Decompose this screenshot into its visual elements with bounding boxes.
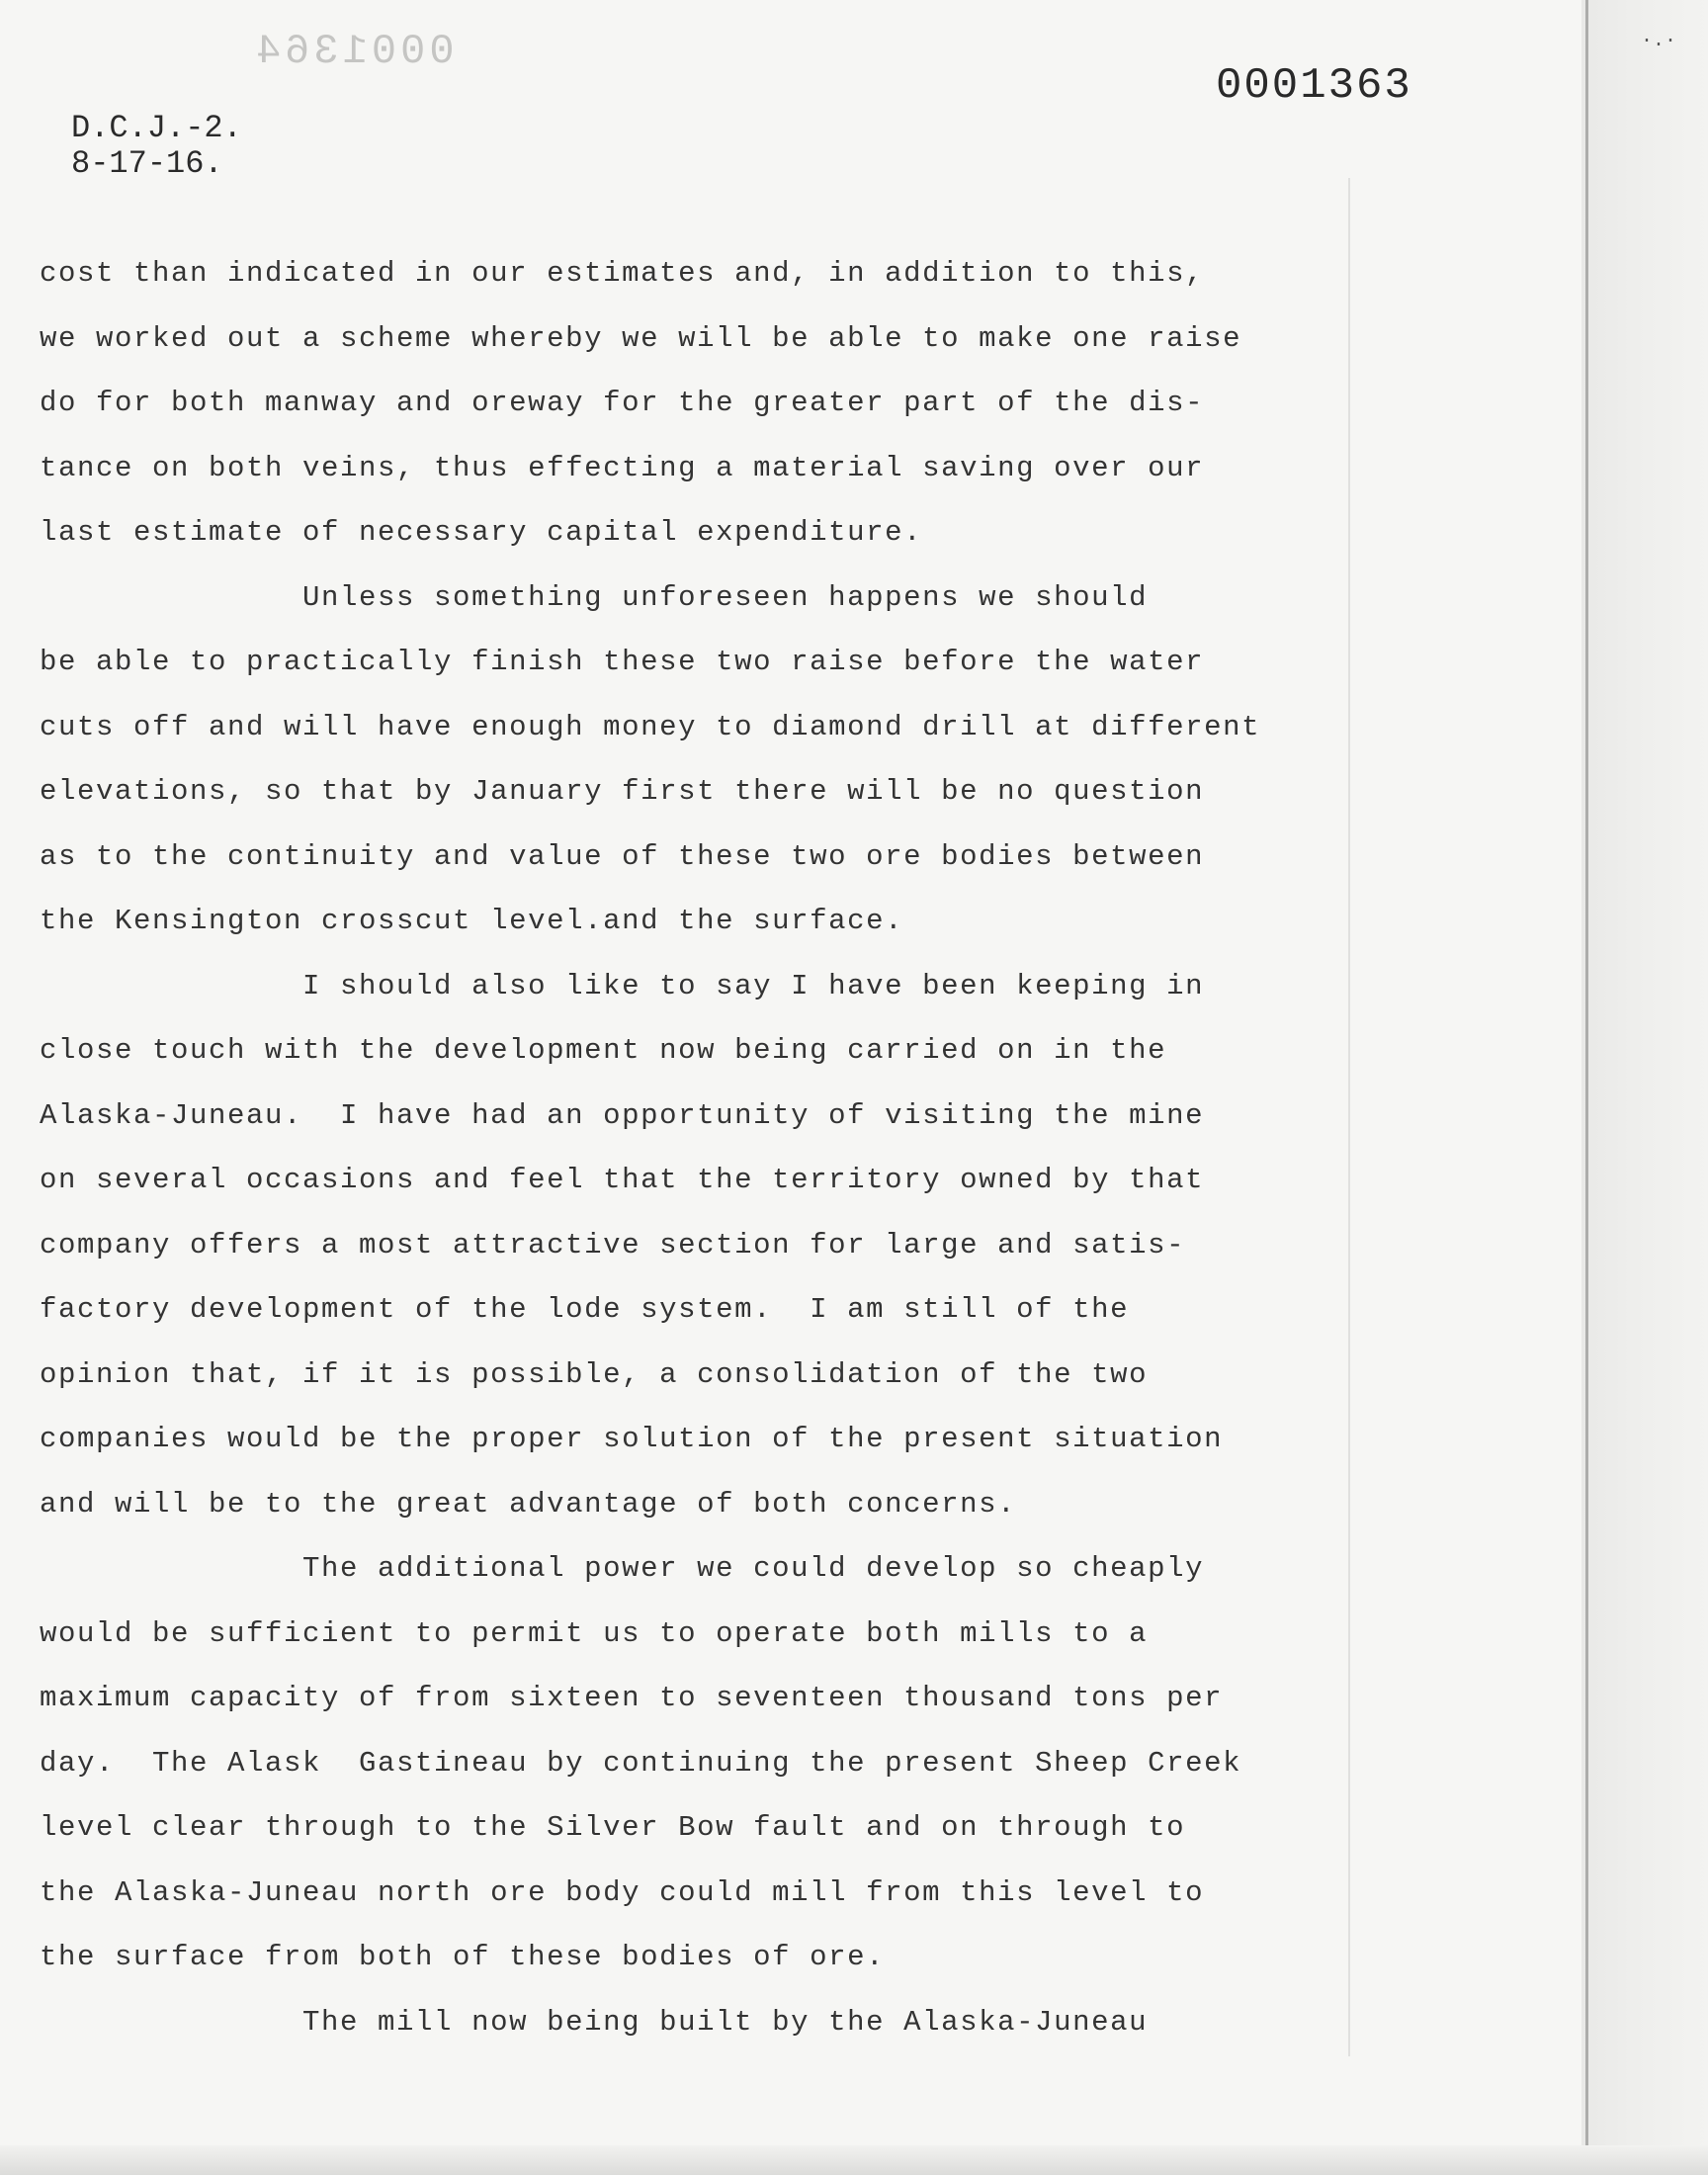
text-line: tance on both veins, thus effecting a material saving over our bbox=[40, 451, 1205, 484]
text-line: The additional power we could develop so cheaply bbox=[40, 1552, 1205, 1585]
text-line: Unless something unforeseen happens we should bbox=[40, 580, 1149, 614]
text-line: close touch with the development now being carried on in the bbox=[40, 1034, 1167, 1067]
text-line: last estimate of necessary capital expenditure. bbox=[40, 516, 923, 549]
text-line: and will be to the great advantage of both concerns. bbox=[40, 1487, 1017, 1521]
text-line: we worked out a scheme whereby we will be able to make one raise bbox=[40, 321, 1242, 355]
letter-reference bbox=[71, 111, 242, 182]
text-line: do for both manway and oreway for the greater part of the dis- bbox=[40, 387, 1205, 419]
page-edge-line bbox=[1585, 0, 1588, 2175]
bottom-edge-shadow bbox=[0, 2145, 1708, 2175]
text-line: company offers a most attractive section for large and satis- bbox=[40, 1228, 1186, 1262]
bleed-through-number: 0001364 bbox=[252, 28, 455, 75]
text-line: cost than indicated in our estimates and, in addition to this, bbox=[40, 257, 1205, 290]
text-line: The mill now being built by the Alaska-Juneau bbox=[40, 2005, 1149, 2039]
letter-body bbox=[40, 241, 1364, 2054]
text-line: maximum capacity of from sixteen to seventeen thousand tons per bbox=[40, 1682, 1224, 1714]
text-line: on several occasions and feel that the territory owned by that bbox=[40, 1164, 1205, 1196]
text-line: would be sufficient to permit us to operate both mills to a bbox=[40, 1616, 1149, 1650]
text-line: companies would be the proper solution of the present situation bbox=[40, 1423, 1224, 1455]
text-line: elevations, so that by January first there will be no question bbox=[40, 775, 1205, 808]
reference-code: D.C.J.-2. bbox=[71, 110, 242, 146]
text-line: cuts off and will have enough money to diamond drill at different bbox=[40, 710, 1261, 743]
text-line: opinion that, if it is possible, a consolidation of the two bbox=[40, 1357, 1149, 1391]
scan-specks: ·.· bbox=[1641, 30, 1677, 52]
text-line: factory development of the lode system. I am still of the bbox=[40, 1293, 1130, 1326]
reference-date: 8-17-16. bbox=[71, 145, 223, 182]
text-line: Alaska-Juneau. I have had an opportunity of visiting the mine bbox=[40, 1098, 1205, 1132]
text-line: the Kensington crosscut level.and the surface. bbox=[40, 905, 904, 937]
text-line: I should also like to say I have been keeping in bbox=[40, 969, 1205, 1002]
page-edge-shadow bbox=[1581, 0, 1708, 2175]
text-line: as to the continuity and value of these two ore bodies between bbox=[40, 839, 1205, 873]
document-number: 0001363 bbox=[1216, 61, 1412, 111]
text-line: day. The Alask Gastineau by continuing the present Sheep Creek bbox=[40, 1746, 1242, 1780]
text-line: be able to practically finish these two raise before the water bbox=[40, 646, 1205, 678]
text-line: the surface from both of these bodies of ore. bbox=[40, 1941, 886, 1973]
text-line: the Alaska-Juneau north ore body could mill from this level to bbox=[40, 1875, 1205, 1909]
text-line: level clear through to the Silver Bow fault and on through to bbox=[40, 1811, 1186, 1844]
